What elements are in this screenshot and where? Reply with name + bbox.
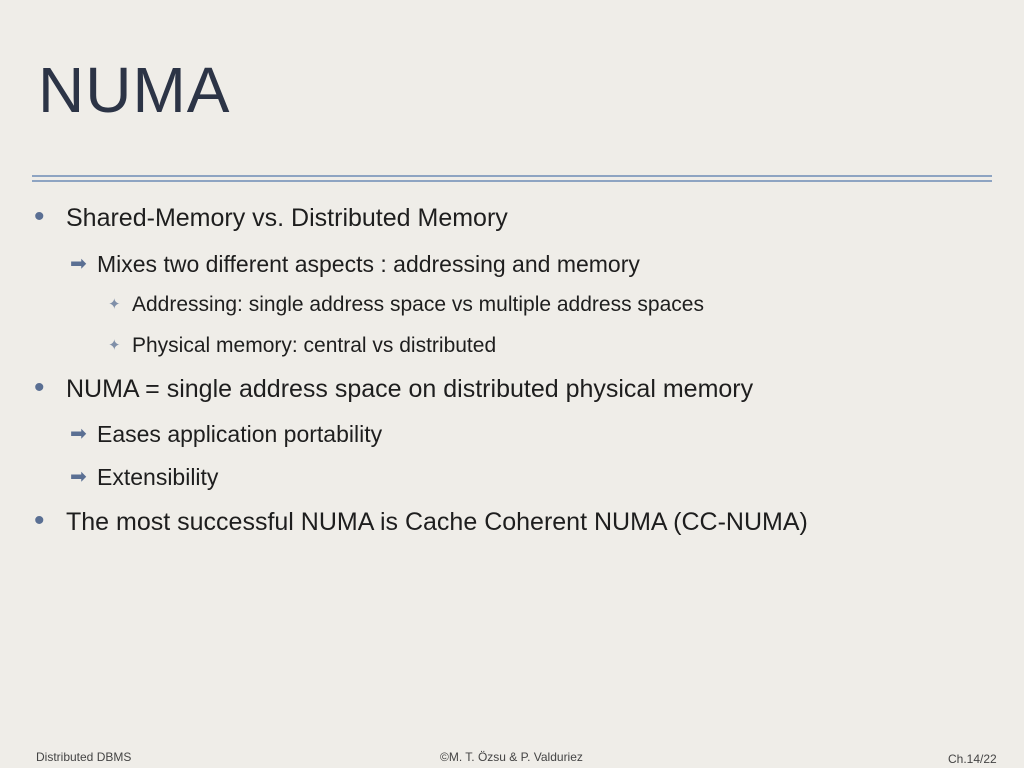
slide-title: NUMA	[38, 54, 231, 126]
footer-course: Distributed DBMS	[36, 750, 132, 764]
sub-bullet-text: Extensibility	[97, 464, 219, 490]
footer-copyright: ©M. T. Özsu & P. Valduriez	[440, 750, 583, 764]
sub-bullet-text: Eases application portability	[97, 421, 383, 447]
star-icon: ✦	[108, 337, 121, 354]
bullet-dot-icon: •	[34, 371, 45, 404]
arrow-icon: ➡	[70, 423, 87, 445]
bullet-dot-icon: •	[34, 504, 45, 537]
star-icon: ✦	[108, 296, 121, 313]
arrow-icon: ➡	[70, 253, 87, 275]
title-divider-bottom	[32, 180, 992, 182]
bullet-dot-icon: •	[34, 200, 45, 233]
arrow-icon: ➡	[70, 466, 87, 488]
bullet-text: The most successful NUMA is Cache Coherent NUMA (CC-NUMA)	[66, 508, 808, 536]
bullet-text: Shared-Memory vs. Distributed Memory	[66, 204, 508, 232]
title-divider-top	[32, 175, 992, 177]
sub-sub-bullet-text: Physical memory: central vs distributed	[132, 334, 497, 357]
sub-sub-bullet-text: Addressing: single address space vs multiple address spaces	[132, 293, 704, 316]
footer-page-number: Ch.14/22	[948, 752, 997, 766]
bullet-text: NUMA = single address space on distributed physical memory	[66, 375, 754, 403]
sub-bullet-text: Mixes two different aspects : addressing and memory	[97, 251, 640, 277]
